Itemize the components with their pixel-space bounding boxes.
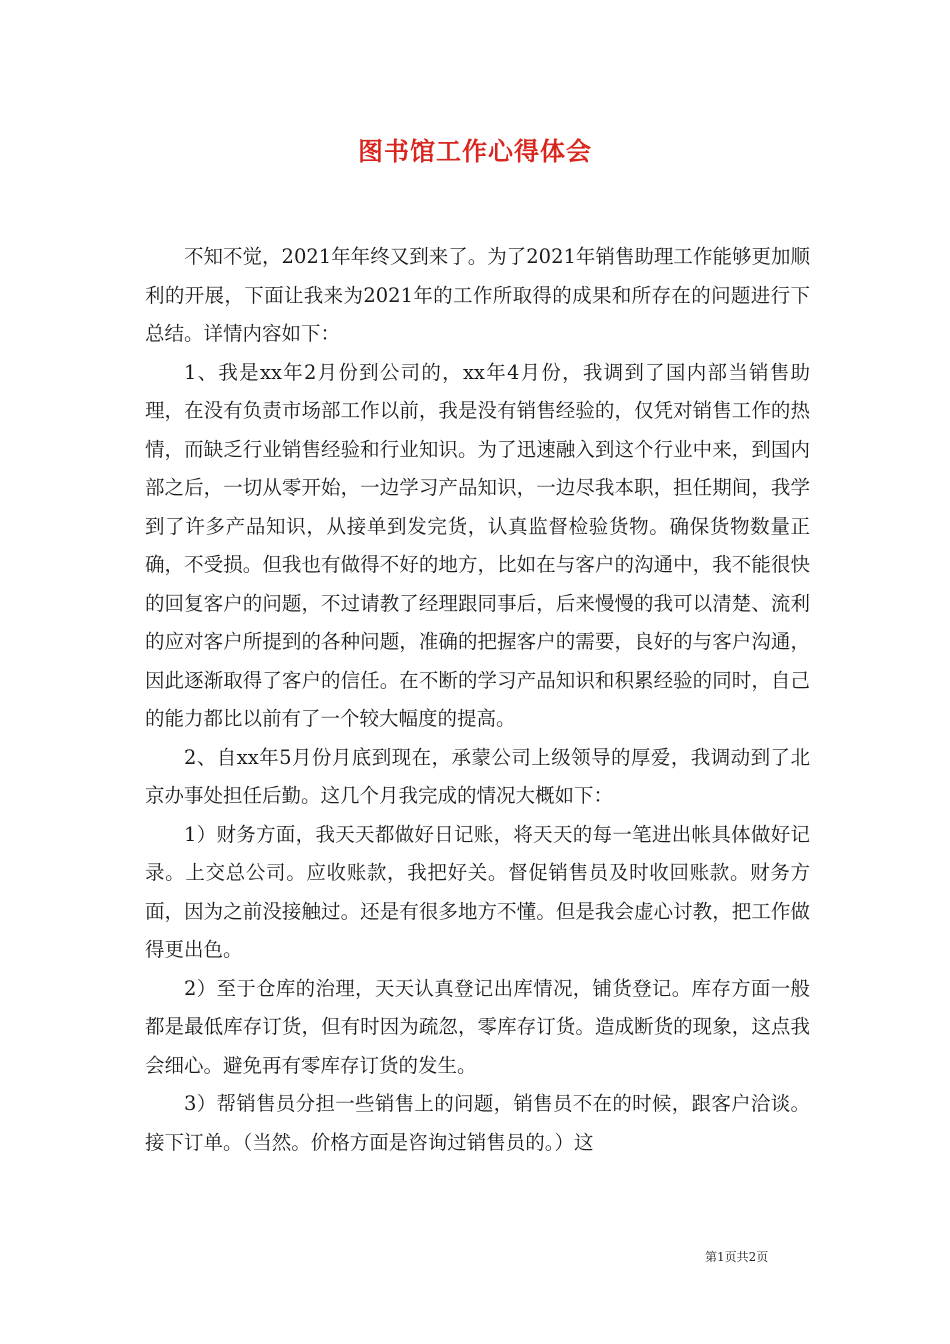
paragraph-item-1: 1、我是xx年2月份到公司的，xx年4月份，我调到了国内部当销售助理，在没有负责市场部工作以前，我是没有销售经验的，仅凭对销售工作的热情，而缺乏行业销售经验和行业知识。为了迅速融入到这个行业中来，到国内部之后，一切从零开始，一边学习产品知识，一边尽我本职，担任期间，我学到了许多产品知识，从接单到发完货，认真监督检验货物。确保货物数量正确，不受损。但我也有做得不好的地方，比如在与客户的沟通中，我不能很快的回复客户的问题，不过请教了经理跟同事后，后来慢慢的我可以清楚、流利的应对客户所提到的各种问题，准确的把握客户的需要，良好的与客户沟通，因此逐渐取得了客户的信任。在不断的学习产品知识和积累经验的同时，自己的能力都比以前有了一个较大幅度的提高。 [145, 360, 810, 730]
paragraph-warehouse: 2）至于仓库的治理，天天认真登记出库情况，铺货登记。库存方面一般都是最低库存订货，但有时因为疏忽，零库存订货。造成断货的现象，这点我会细心。避免再有零库存订货的发生。 [145, 976, 810, 1077]
page-number: 第1页共2页 [705, 1250, 769, 1264]
paragraph-sales-support: 3）帮销售员分担一些销售上的问题，销售员不在的时候，跟客户洽谈。接下订单。（当然。价格方面是咨询过销售员的。）这 [145, 1092, 810, 1154]
paragraph-item-2: 2、自xx年5月份月底到现在，承蒙公司上级领导的厚爱，我调动到了北京办事处担任后勤。这几个月我完成的情况大概如下： [145, 745, 810, 807]
document-title: 图书馆工作心得体会 [357, 137, 592, 166]
document-body [145, 238, 810, 1162]
paragraph-intro: 不知不觉，2021年年终又到来了。为了2021年销售助理工作能够更加顺利的开展，下面让我来为2021年的工作所取得的成果和所存在的问题进行下总结。详情内容如下： [145, 245, 810, 345]
paragraph-finance: 1）财务方面，我天天都做好日记账，将天天的每一笔进出帐具体做好记录。上交总公司。应收账款，我把好关。督促销售员及时收回账款。财务方面，因为之前没接触过。还是有很多地方不懂。但是我会虚心讨教，把工作做得更出色。 [145, 822, 810, 961]
